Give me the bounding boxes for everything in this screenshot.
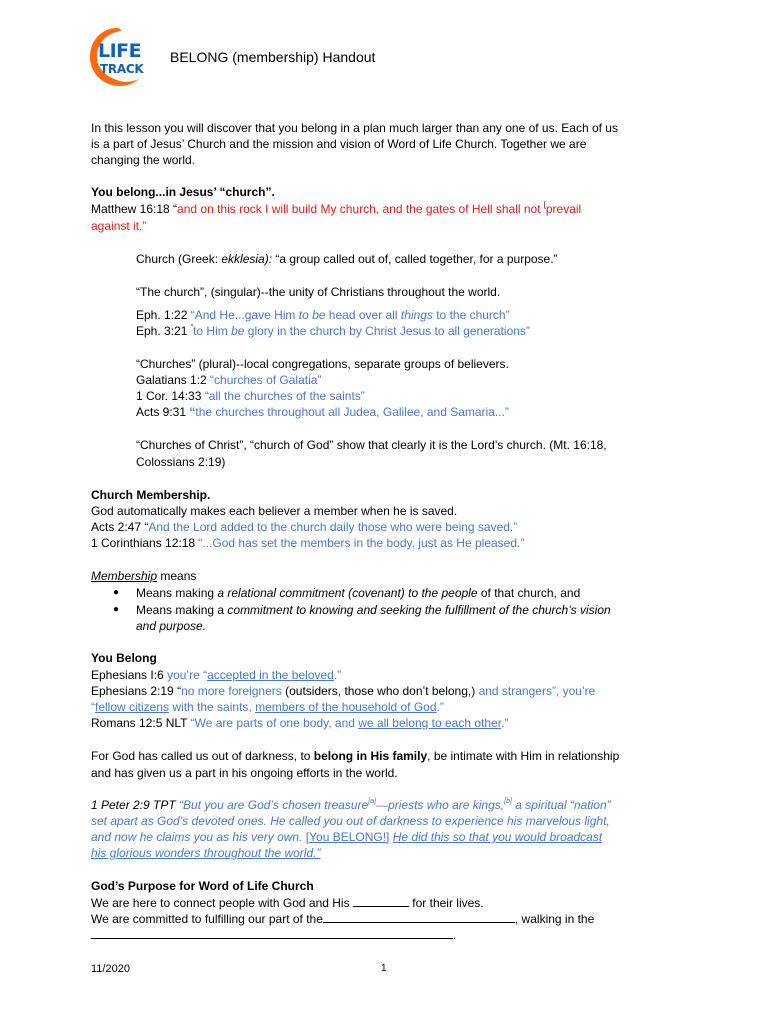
intro-line-2: is a part of Jesus’ Church and the mission and vision of Word of Life Church. Together we are	[91, 137, 587, 151]
churches-plural: “Churches” (plural)--local congregations, separate groups of believers.	[136, 357, 509, 371]
fill-in-blank[interactable]	[323, 911, 515, 923]
text: .	[453, 928, 457, 942]
quote-mark: “	[189, 405, 196, 419]
verse-text: .”	[436, 700, 444, 714]
eph-2-19-line-1	[91, 683, 595, 699]
verse-text: And the Lord added to the church daily those who were being saved.”	[148, 520, 518, 534]
verse-text: with the saints,	[169, 700, 256, 714]
text: means	[157, 569, 197, 583]
romans-12-5	[91, 715, 508, 731]
fill-in-blank[interactable]	[91, 927, 453, 939]
text: for their lives.	[408, 896, 484, 910]
eph-2-19-line-2	[91, 699, 444, 715]
fill-in-blank[interactable]	[353, 895, 409, 907]
acts-9-31	[136, 404, 509, 420]
text: , walking in the	[514, 912, 595, 926]
intro-line-1: In this lesson you will discover that you belong in a plan much larger than any one of us. Each of us	[91, 121, 618, 135]
verse-text: “...God has set the members in the body, just as He pleased.”	[198, 536, 525, 550]
bullet-2-cont: and purpose.	[136, 619, 207, 633]
membership-line-1: God automatically makes each believer a member when he is saved.	[91, 504, 458, 518]
bullet-2	[136, 602, 611, 618]
peter-line-2: set apart as God’s devoted ones. He called you out of darkness to experience his marvelous light,	[91, 814, 610, 828]
acts-2-47	[91, 519, 517, 535]
eph-1-22	[136, 307, 510, 323]
bullet-1	[136, 585, 580, 601]
verse-text: the churches throughout all Judea, Galilee, and Samaria...”	[195, 405, 509, 419]
text: Membership	[91, 569, 158, 583]
churches-of-christ-line-2: Colossians 2:19)	[136, 455, 226, 469]
churches-of-christ-line-1: “Churches of Christ”, “church of God” show that clearly it is the Lord’s church. (Mt. 16:18,	[136, 438, 607, 452]
verse-text: “But you are God’s chosen treasure	[179, 798, 369, 812]
verse-text: “We are parts of one body, and	[190, 716, 359, 730]
text: Means making a	[136, 603, 228, 617]
galatians-1-2	[136, 372, 321, 388]
verse-text: “churches of Galatia”	[210, 373, 322, 387]
text: We are committed to fulfilling our part of the	[91, 912, 323, 926]
text: commitment to knowing and seeking the fulfillment of the church’s vision	[227, 603, 611, 617]
verse-text: “all the churches of the saints”	[204, 389, 365, 403]
text: (outsiders, those who don’t belong,)	[281, 684, 479, 698]
greek-definition	[136, 251, 558, 267]
verse-text: .”	[501, 716, 509, 730]
verse-text: head over all	[325, 308, 401, 322]
verse-text: things	[400, 308, 433, 322]
logo	[84, 24, 156, 90]
verse-text: you’re “	[167, 668, 208, 682]
page-title: BELONG (membership) Handout	[170, 49, 376, 65]
membership-means	[91, 568, 196, 584]
church-singular: “The church”, (singular)--the unity of Christians throughout the world.	[136, 285, 501, 299]
verse-text: [You BELONG!]	[305, 830, 390, 844]
footnote-link[interactable]: [a]	[368, 798, 377, 805]
purpose-line-1	[91, 895, 484, 911]
verse-ref: Acts 9:31	[136, 405, 190, 419]
text: Means making	[136, 586, 218, 600]
verse-text: fellow citizens	[95, 700, 170, 714]
text: ekklesia):	[221, 252, 273, 266]
verse-ref: Romans 12:5 NLT	[91, 716, 191, 730]
verse-ref: Eph. 1:22	[136, 308, 191, 322]
bullet-icon: ●	[113, 604, 120, 615]
verse-text: .”	[333, 668, 342, 682]
matthew-verse-line-2: against it.”	[91, 219, 147, 233]
page-number: 1	[381, 963, 387, 974]
text: , be intimate with Him in relationship	[427, 749, 620, 763]
text: We are here to connect people with God and His	[91, 896, 353, 910]
logo-life-text: LIFE	[98, 40, 142, 62]
text: a relational commitment (covenant) to the people	[217, 586, 478, 600]
verse-text: no more foreigners	[181, 684, 282, 698]
verse-ref: 1 Corinthians 12:18	[91, 536, 199, 550]
matthew-verse-line-1	[91, 201, 581, 217]
text: of that church, and	[477, 586, 581, 600]
verse-ref: Ephesians 2:19 “	[91, 684, 182, 698]
purpose-heading: God’s Purpose for Word of Life Church	[91, 879, 314, 893]
footnote-link[interactable]: [b]	[504, 798, 512, 805]
cor-12-18	[91, 535, 524, 551]
verse-ref: Matthew 16:18 “	[91, 202, 178, 216]
verse-text: “	[91, 700, 95, 714]
verse-text: prevail	[545, 202, 582, 216]
purpose-line-2	[91, 911, 594, 927]
verse-text: to Him	[193, 324, 232, 338]
verse-text: be	[231, 324, 245, 338]
quote-mark: “	[190, 324, 194, 331]
footnote-mark: [	[543, 202, 546, 209]
text: “a group called out of, called together, for a purpose.”	[272, 252, 558, 266]
purpose-line-3	[91, 927, 456, 943]
verse-text: —priests who are kings,	[376, 798, 505, 812]
darkness-line-1	[91, 748, 619, 764]
verse-ref: Eph. 3:21	[136, 324, 191, 338]
text: belong in His family	[313, 749, 428, 763]
cor-14-33	[136, 388, 365, 404]
peter-line-4: his glorious wonders throughout the world.”	[91, 846, 321, 860]
verse-ref: Ephesians I:6	[91, 668, 168, 682]
verse-text: to be	[298, 308, 326, 322]
eph-1-6	[91, 667, 341, 683]
verse-text: and now he claims you as his very own.	[91, 830, 306, 844]
verse-text: members of the household of God	[255, 700, 437, 714]
verse-ref: Acts 2:47 “	[91, 520, 149, 534]
text: For God has called us out of darkness, to	[91, 749, 314, 763]
verse-text: to the church”	[432, 308, 510, 322]
peter-line-3	[91, 829, 602, 845]
membership-heading: Church Membership.	[91, 488, 211, 502]
logo-track-text: TRACK	[100, 62, 144, 76]
verse-text: a spiritual “nation”	[511, 798, 611, 812]
verse-text: glory in the church by Christ Jesus to all generations”	[244, 324, 530, 338]
verse-text: “And He...gave Him	[190, 308, 299, 322]
church-heading: You belong...in Jesus’ “church”.	[91, 185, 275, 199]
verse-text: and strangers”, you’re	[478, 684, 596, 698]
darkness-line-2: and has given us a part in his ongoing efforts in the world.	[91, 766, 398, 780]
text: Church (Greek:	[136, 252, 222, 266]
verse-text: He did this so that you would broadcast	[392, 830, 603, 844]
verse-ref: Galatians 1:2	[136, 373, 211, 387]
you-belong-heading: You Belong	[91, 651, 157, 665]
verse-ref: 1 Cor. 14:33	[136, 389, 205, 403]
verse-text: we all belong to each other	[358, 716, 502, 730]
verse-text: accepted in the beloved	[207, 668, 334, 682]
peter-line-1	[91, 797, 611, 813]
bullet-icon: ●	[113, 587, 120, 598]
eph-3-21	[136, 323, 530, 339]
verse-text: and on this rock I will build My church, and the gates of Hell shall not	[177, 202, 544, 216]
verse-ref: 1 Peter 2:9 TPT	[91, 798, 180, 812]
intro-line-3: changing the world.	[91, 153, 196, 167]
footer-date: 11/2020	[91, 963, 130, 975]
